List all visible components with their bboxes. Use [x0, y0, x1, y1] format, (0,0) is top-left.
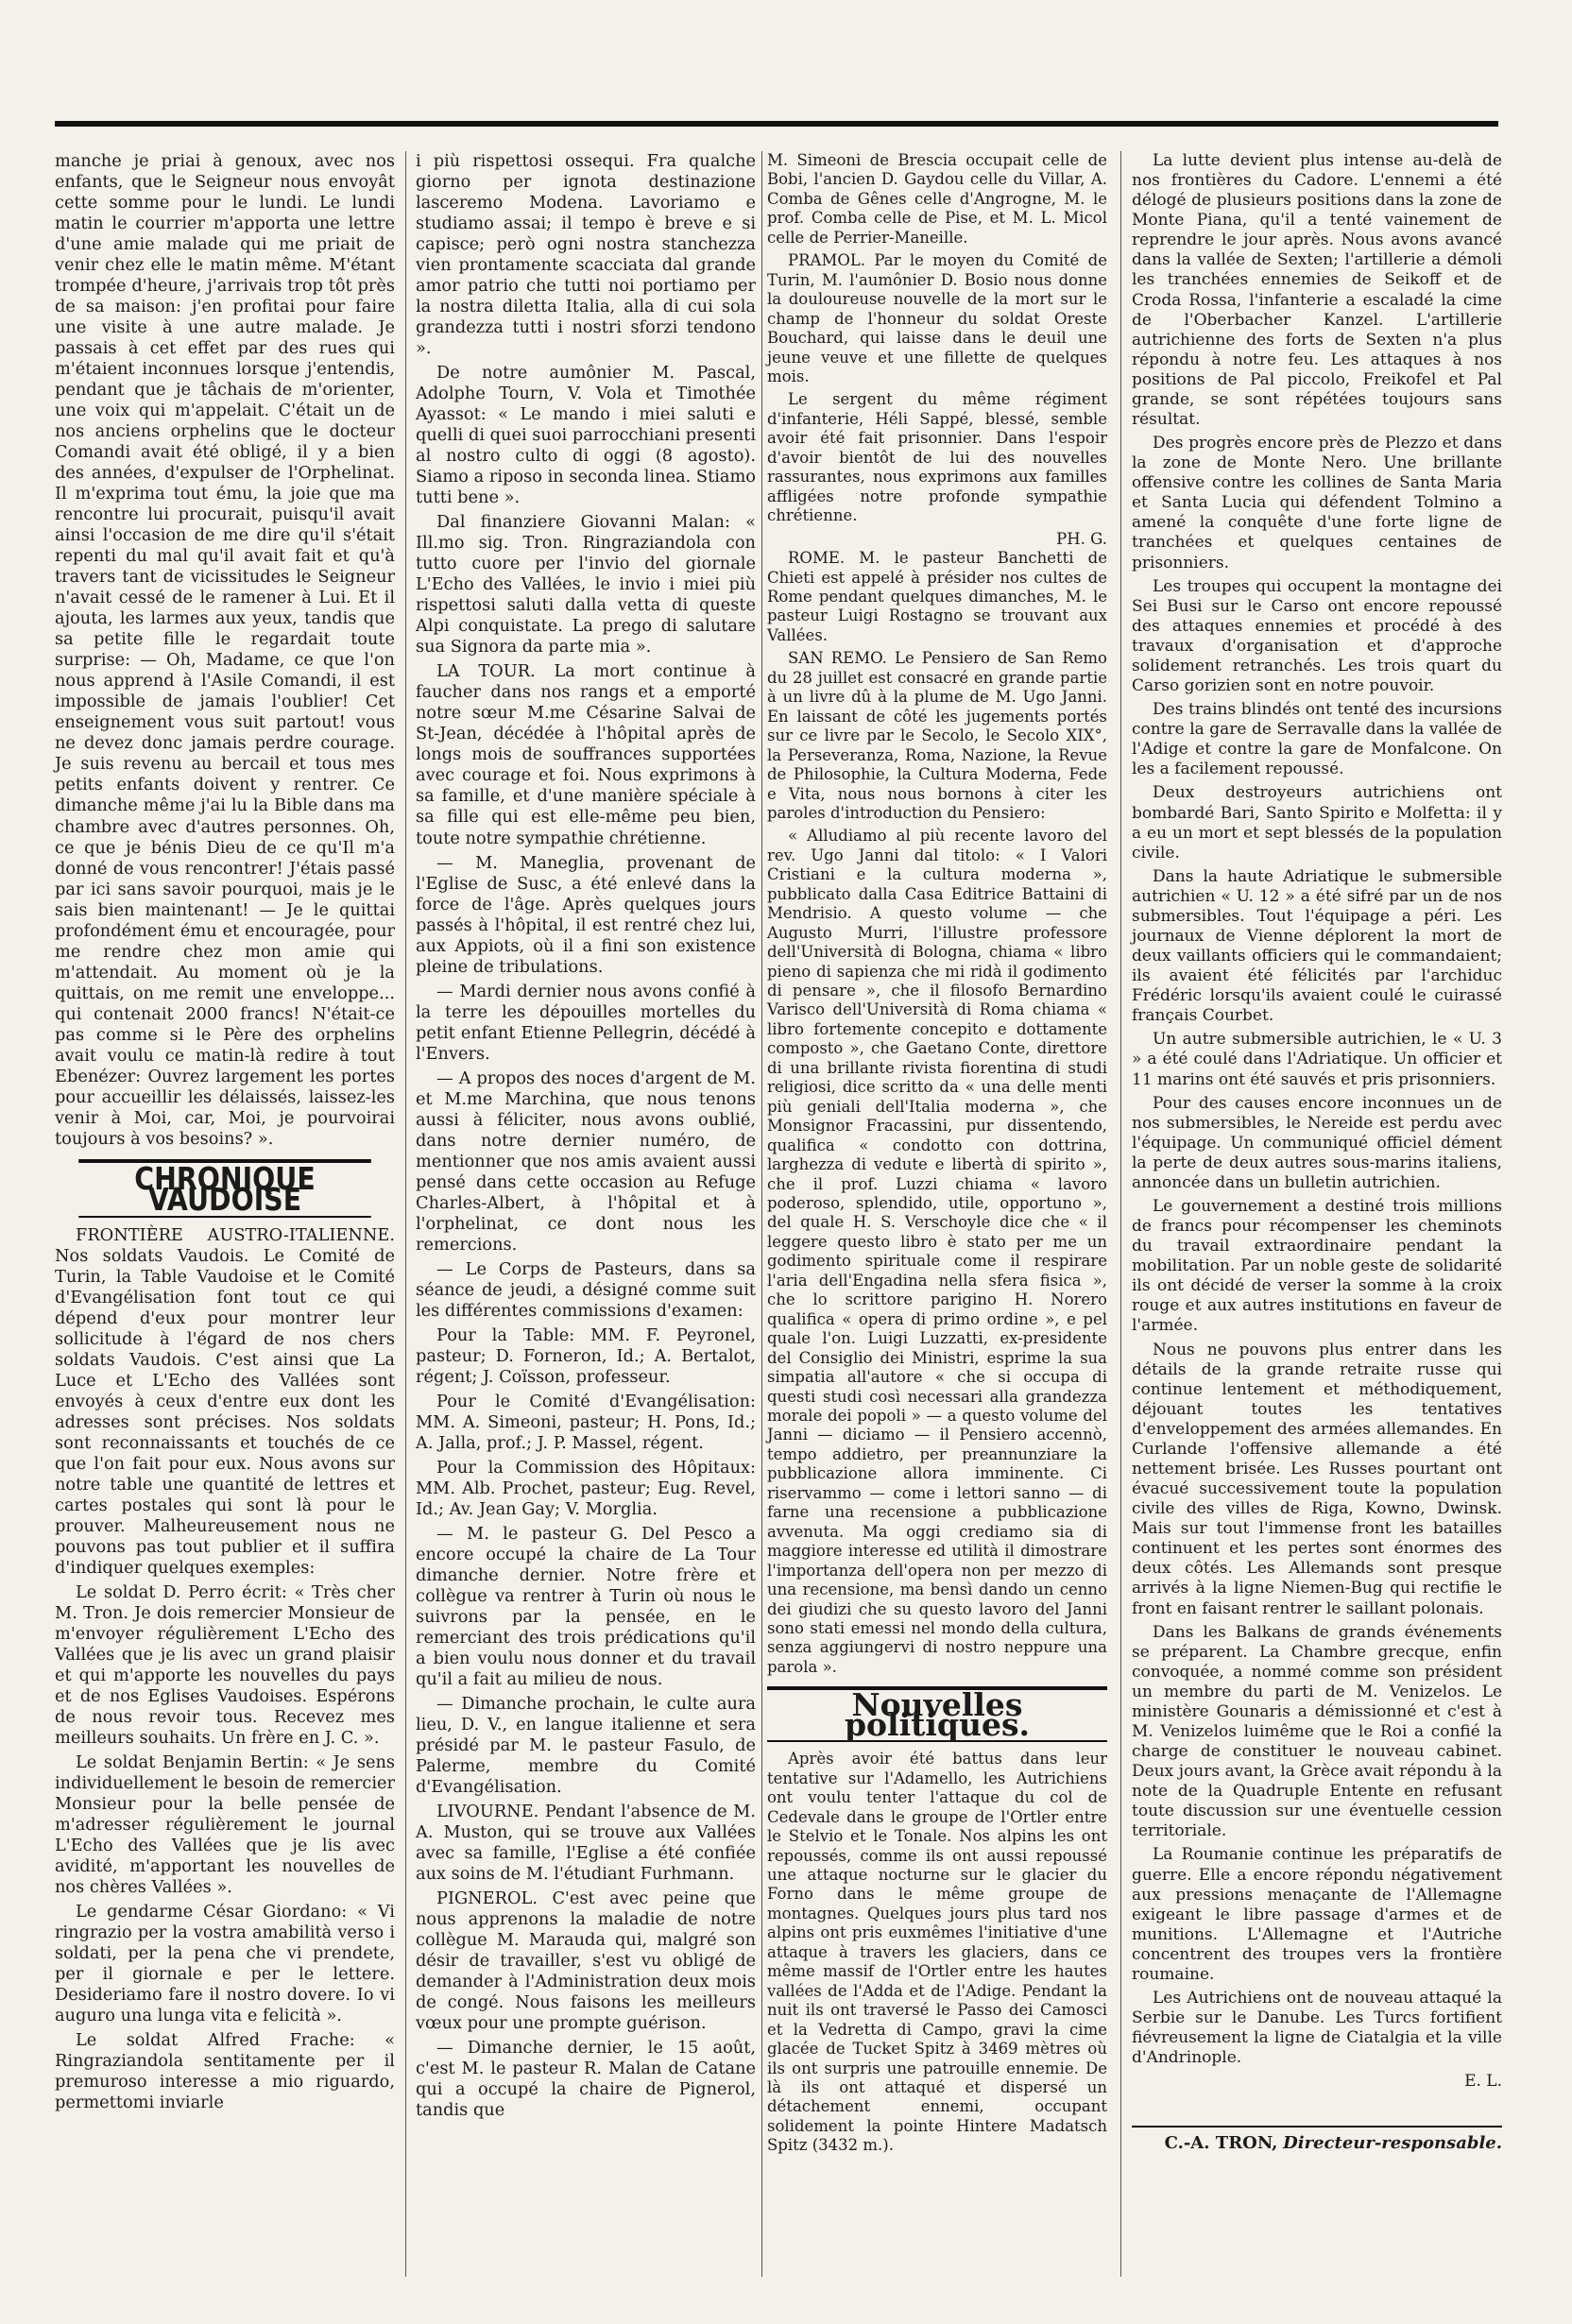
paragraph: Le sergent du même régiment d'infanterie, Héli Sappé, blessé, semble avoir été fait prisonnier. Dans l'espoir d'avoir bientôt de lui des nouvelles rassurantes, nous exprimons aux familles affligées notre profonde sympathie chrétienne. — [767, 390, 1107, 525]
paragraph: Les Autrichiens ont de nouveau attaqué la Serbie sur le Danube. Les Turcs fortifient fiévreusement la ligne de Ciatalgia et la ville d'Andrinople. — [1132, 1989, 1502, 2068]
paragraph: Deux destroyeurs autrichiens ont bombardé Bari, Santo Spirito e Molfetta: il y a eu un mort et sept blessés de la population civile. — [1132, 783, 1502, 863]
director-line — [1132, 2126, 1502, 2153]
paragraph: — Mardi dernier nous avons confié à la terre les dépouilles mortelles du petit enfant Etienne Pellegrin, décédé à l'Envers. — [416, 982, 756, 1064]
paragraph: LIVOURNE. Pendant l'absence de M. A. Muston, qui se trouve aux Vallées avec sa famille, l'Eglise a été confiée aux soins de M. l'étudiant Furhmann. — [416, 1803, 756, 1885]
column-3 — [767, 151, 1107, 2160]
column-divider — [761, 151, 762, 2277]
paragraph: Le soldat Alfred Frache: « Ringraziandola sentitamente per il premuroso interesse a mio riguardo, permettomi inviarle — [55, 2031, 395, 2113]
paragraph: Le soldat Benjamin Bertin: « Je sens individuellement le besoin de remercier Monsieur pour la belle pensée de m'adresser régulièrement le journal L'Echo des Vallées que je lis avec avidité, m'apportant les nouvelles de nos chères Vallées ». — [55, 1753, 395, 1898]
director-title: Directeur-responsable. — [1283, 2133, 1502, 2153]
paragraph: LA TOUR. La mort continue à faucher dans nos rangs et a emporté notre sœur M.me Césarine Salvai de St-Jean, décédée à l'hôpital après de longs mois de souffrances supportées avec courage et foi. Nous exprimons à sa famille, et d'une manière spéciale à sa fille qui est elle-même peu bien, toute notre sympathie chrétienne. — [416, 662, 756, 848]
column-4 — [1132, 151, 1502, 2092]
paragraph: Pour la Commission des Hôpitaux: MM. Alb. Prochet, pasteur; Eug. Revel, Id.; Av. Jean Gay; V. Morglia. — [416, 1458, 756, 1519]
paragraph: — M. le pasteur G. Del Pesco a encore occupé la chaire de La Tour dimanche dernier. Notre frère et collègue va rentrer à Turin où nous le suivrons par la pensée, en le remerciant des trois prédications qu'il a bien voulu nous donner et du travail qu'il a fait au milieu de nous. — [416, 1525, 756, 1690]
paragraph: — Dimanche dernier, le 15 août, c'est M. le pasteur R. Malan de Catane qui a occupé la chaire de Pignerol, tandis que — [416, 2039, 756, 2121]
paragraph: Nous ne pouvons plus entrer dans les détails de la grande retraite russe qui continue lentement et méthodiquement, déjouant toutes les tentatives d'enveloppement des armées allemandes. En Curlande l'offensive allemande a été nettement brisée. Les Russes pourtant ont évacué successivement toute la population civile des villes de Riga, Kowno, Dwinsk. Mais sur tout l'immense front les batailles continuent et les pertes sont énormes des deux côtés. Les Allemands sont presque arrivés à la ligne Niemen-Bug qui rectifie le front en faisant rentrer le saillant polonais. — [1132, 1340, 1502, 1618]
paragraph: — A propos des noces d'argent de M. et M.me Marchina, que nous tenons aussi à féliciter, nous avons oublié, dans notre dernier numéro, de mentionner que nos amis avaient aussi pensé dans cette occasion au Refuge Charles-Albert, à l'hôpital et à l'orphelinat, ce dont nous les remercions. — [416, 1068, 756, 1255]
paragraph: M. Simeoni de Brescia occupait celle de Bobi, l'ancien D. Gaydou celle du Villar, A. Comba de Gênes celle d'Angrogne, M. le prof. Comba celle de Pise, et M. L. Micol celle de Perrier-Maneille. — [767, 151, 1107, 247]
paragraph: ROME. M. le pasteur Banchetti de Chieti est appelé à présider nos cultes de Rome pendant quelques dimanches, M. le pasteur Luigi Rostagno se trouvant aux Vallées. — [767, 549, 1107, 644]
paragraph: PRAMOL. Par le moyen du Comité de Turin, M. l'aumônier D. Bosio nous donne la douloureuse nouvelle de la mort sur le champ de l'honneur du soldat Oreste Bouchard, qui laisse dans le deuil une jeune veuve et une fillette de quelques mois. — [767, 251, 1107, 385]
paragraph: — Le Corps de Pasteurs, dans sa séance de jeudi, a désigné comme suit les différentes commissions d'examen: — [416, 1259, 756, 1321]
paragraph: PIGNEROL. C'est avec peine que nous apprenons la maladie de notre collègue M. Marauda qui, malgré son désir de travailler, s'est vu obligé de demander à l'Administration deux mois de congé. Nous faisons les meilleurs vœux pour une prompte guérison. — [416, 1889, 756, 2034]
paragraph: La Roumanie continue les préparatifs de guerre. Elle a encore répondu négativement aux pressions menaçante de l'Allemagne exigeant le libre passage d'armes et de munitions. L'Allemagne et l'Autriche concentrent des troupes vers la frontière roumaine. — [1132, 1845, 1502, 1984]
paragraph: Dans la haute Adriatique le submersible autrichien « U. 12 » a été sifré par un de nos submersibles. Tout l'équipage a péri. Les journaux de Vienne déplorent la mort de deux vaillants officiers qui le commandaient; ils avaient été félicités par l'archiduc Frédéric lorsqu'ils avaient coulé le cuirassé français Courbet. — [1132, 866, 1502, 1026]
column-2 — [416, 151, 756, 2125]
section-heading-chronique: CHRONIQUE VAUDOISE — [78, 1159, 371, 1218]
paragraph: Le gouvernement a destiné trois millions de francs pour récompenser les cheminots du travail extraordinaire pendant la mobilitation. Par un noble geste de solidarité ils ont décidé de verser la somme à la croix rouge et aux autres institutions en faveur de l'armée. — [1132, 1196, 1502, 1336]
paragraph: manche je priai à genoux, avec nos enfants, que le Seigneur nous envoyât cette somme pour le lundi. Le lundi matin le courrier m'apporta une lettre d'une amie malade qui me priait de venir chez elle le matin même. M'étant trompée d'heure, j'arrivais trop tôt près de sa maison: j'en profitai pour faire une visite à une autre malade. Je passais à cet effet par des rues qui m'étaient inconnues lorsque j'entendis, pendant que je tâchais de m'orienter, une voix qui m'appelait. C'était un de nos anciens orphelins que le docteur Comandi avait été obligé, il y a bien des années, d'expulser de l'Orphelinat. Il m'exprima tout ému, la joie que ma rencontre lui procurait, puisqu'il avait ainsi l'occasion de me dire qu'il s'était repenti du mal qu'il avait fait et qu'à travers tant de vicissitudes le Seigneur n'avait cessé de le ramener à Lui. Et il ajouta, les larmes aux yeux, tandis que sa petite fille le regardait toute surprise: — Oh, Madame, ce que l'on nous apprend à l'Asile Comandi, il est impossible de jamais l'oublier! Cet enseignement vous suit partout! vous ne devez donc jamais perdre courage. Je suis revenu au bercail et tous mes petits enfants doivent y rentrer. Ce dimanche même j'ai lu la Bible dans ma chambre avec d'autres personnes. Oh, ce que je bénis Dieu de ce qu'Il m'a donné de vous rencontrer! J'étais passé par ici sans savoir pourquoi, mais je le sais bien maintenant! — Je le quittai profondément ému et encouragée, pour me rendre chez mon amie qui m'attendait. Au moment où je la quittais, on me remit une enveloppe... qui contenait 2000 francs! N'était-ce pas comme si le Père des orphelins avait voulu ce matin-là redire à tout Ebenézer: Ouvrez largement les portes pour accueillir les délaissés, laissez-les venir à Moi, car, Moi, je pourvoirai toujours à vos besoins? ». — [55, 152, 395, 1149]
column-divider — [405, 151, 406, 2277]
paragraph: — Dimanche prochain, le culte aura lieu, D. V., en langue italienne et sera présidé par M. le pasteur Fasulo, de Palerme, membre du Comité d'Evangélisation. — [416, 1695, 756, 1798]
director-name: C.-A. TRON, — [1164, 2133, 1278, 2153]
paragraph: Des progrès encore près de Plezzo et dans la zone de Monte Nero. Une brillante offensive contre les collines de Santa Maria et Santa Lucia qui défendent Tolmino a amené la conquête d'une forte ligne de tranchées et quelques centaines de prisonniers. — [1132, 434, 1502, 572]
paragraph: Des trains blindés ont tenté des incursions contre la gare de Serravalle dans la vallée de l'Adige et contre la gare de Monfalcone. On les a facilement repoussé. — [1132, 700, 1502, 779]
paragraph: « Alludiamo al più recente lavoro del rev. Ugo Janni dal titolo: « I Valori Cristiani e la cultura moderna », pubblicato dalla Casa Editrice Battaini di Mendrisio. A questo volume — che Augusto Murri, l'illustre professore dell'Università di Bologna, chiama « libro pieno di sapienza che mi ridà il godimento di pensare », che il filosofo Bernardino Varisco dell'Università di Roma chiama « libro fortemente concepito e dottamente composto », che Gaetano Conte, direttore di una brillante rivista fiorentina di studi religiosi, dice scritto da « una delle menti più geniali dell'Italia moderna », che Monsignor Fracassini, pur dissentendo, qualifica « condotto con dottrina, larghezza di vedute e libertà di spirito », che il prof. Luzzi chiama « lavoro poderoso, splendido, utile, opportuno », del quale H. S. Verschoyle dice che « il leggere questo libro è stato per me un godimento spirituale come il respirare l'aria dell'Engadina nella sfera fisica », che lo scrittore parigino H. Norero qualifica « opera di primo ordine », e pel quale l'on. Luigi Luzzatti, ex-presidente del Consiglio dei Ministri, esprime la sua simpatia all'autore « che si occupa di questi studi così necessari alla grandezza morale dei popoli » — a questo volume del Janni — diciamo — il Pensiero accennò, tempo addietro, per preannunziare la pubblicazione allora imminente. Ci riservammo — come i lettori sanno — di farne una recensione a pubblicazione avvenuta. Ma oggi crediamo sia di maggiore interesse ed utilità il dimostrare l'importanza dell'opera non per mezzo di una recensione, ma bensì dando un cenno dei giudizi che su questo lavoro del Janni sono stati emessi nel mondo della cultura, senza aggiungervi di nostro neppure una parola ». — [767, 827, 1107, 1676]
paragraph: Les troupes qui occupent la montagne dei Sei Busi sur le Carso ont encore repoussé des attaques ennemies et procédé à des travaux d'organisation et d'approche solidement retranchés. Les trois quart du Carso gorizien sont en notre pouvoir. — [1132, 576, 1502, 696]
signature: PH. G. — [1056, 529, 1107, 548]
paragraph: La lutte devient plus intense au-delà de nos frontières du Cadore. L'ennemi a été délogé de plusieurs positions dans la zone de Monte Piana, qu'il a tenté vainement de reprendre le jour après. Nous avons avancé dans la vallée de Sexten; l'artillerie a démoli les tranchées ennemies de Seikoff et de Croda Rossa, l'infanterie a escaladé la cime de l'Oberbacher Kanzel. L'artillerie autrichienne des forts de Sexten n'a plus répondu à notre feu. Les attaques à nos positions de Pal piccolo, Freikofel et Pal grande, se sont répétées toujours sans résultat. — [1132, 151, 1502, 430]
paragraph: Après avoir été battus dans leur tentative sur l'Adamello, les Autrichiens ont voulu tenter l'attaque du col de Cedevale dans le groupe de l'Ortler entre le Stelvio et le Tonale. Nos alpins les ont repoussés, comme ils ont aussi repoussé une attaque nocturne sur le glacier du Forno dans le même groupe de montagnes. Quelques jours plus tard nos alpins ont pris euxmêmes l'initiative d'une attaque à travers les glaciers, dans ce même massif de l'Ortler entre les hautes vallées de l'Adda et de l'Adige. Pendant la nuit ils ont traversé le Passo dei Camosci et la Vedretta di Campo, gravi la cime glacée de Tucket Spitz à 3469 mètres où ils ont surpris une patrouille ennemie. De là ils ont attaqué et dispersé un détachement ennemi, occupant solidement la pointe Hintere Madatsch Spitz (3432 m.). — [767, 1750, 1107, 2155]
paragraph: Pour le Comité d'Evangélisation: MM. A. Simeoni, pasteur; H. Pons, Id.; A. Jalla, prof.; J. P. Massel, régent. — [416, 1392, 756, 1453]
paragraph: De notre aumônier M. Pascal, Adolphe Tourn, V. Vola et Timothée Ayassot: « Le mando i miei saluti e quelli di quei suoi parrocchiani presenti al nostro culto di oggi (8 agosto). Siamo a riposo in seconda linea. Stiamo tutti bene ». — [416, 364, 756, 508]
paragraph: Pour des causes encore inconnues un de nos submersibles, le Nereide est perdu avec l'équipage. Un communiqué officiel dément la perte de deux autres sous-marins italiens, annoncée dans un bulletin autrichien. — [1132, 1093, 1502, 1192]
paragraph: Le gendarme César Giordano: « Vi ringrazio per la vostra amabilità verso i soldati, per la pena che vi prendete, per il giornale e per le lettere. Desideriamo fare il nostro dovere. Io vi auguro una lunga vita e felicità ». — [55, 1903, 395, 2026]
paragraph: FRONTIÈRE AUSTRO-ITALIENNE. Nos soldats Vaudois. Le Comité de Turin, la Table Vaudoise et le Comité d'Evangélisation font tout ce qui dépend d'eux pour montrer leur sollicitude à l'égard de nos chers soldats Vaudois. C'est ainsi que La Luce et L'Echo des Vallées sont envoyés à ceux d'entre eux dont les adresses sont précises. Nos soldats sont reconnaissants et touchés de ce que l'on fait pour eux. Nous avons sur notre table une quantité de lettres et cartes postales qui sont là pour le prouver. Malheureusement nous ne pouvons pas tout publier et il suffira d'indiquer quelques exemples: — [55, 1225, 395, 1579]
paragraph: i più rispettosi ossequi. Fra qualche giorno per ignota destinazione lasceremo Modena. Lavoriamo e studiamo assai; il tempo è breve e si capisce; però ogni nostra stanchezza vien prontamente scacciata dal grande amor patrio che tutti noi portiamo per la nostra diletta Italia, alla di cui sola grandezza tutti i nostri sforzi tendono ». — [416, 152, 756, 359]
top-rule — [55, 121, 1498, 127]
paragraph: — M. Maneglia, provenant de l'Eglise de Susc, a été enlevé dans la force de l'âge. Après quelques jours passés à l'hôpital, il est rentré chez lui, aux Appiots, où il a fini son existence pleine de tribulations. — [416, 853, 756, 977]
signature: E. L. — [1464, 2072, 1502, 2092]
paragraph: Pour la Table: MM. F. Peyronel, pasteur; D. Forneron, Id.; A. Bertalot, régent; J. Coïsson, professeur. — [416, 1325, 756, 1387]
paragraph: SAN REMO. Le Pensiero de San Remo du 28 juillet est consacré en grande partie à un livre dû à la plume de M. Ugo Janni. En laissant de côté les jugements portés sur ce livre par le Secolo, le Secolo XIX°, la Perseveranza, Roma, Nazione, la Revue de Philosophie, la Cultura Moderna, Fede e Vita, nous nous bornons à citer les paroles d'introduction du Pensiero: — [767, 649, 1107, 822]
column-1 — [55, 151, 395, 2117]
paragraph: Le soldat D. Perro écrit: « Très cher M. Tron. Je dois remercier Monsieur de m'envoyer régulièrement L'Echo des Vallées que je lis avec un grand plaisir et qui m'apporte les nouvelles du pays et de nos Eglises Vaudoises. Espérons de nous revoir tous. Recevez mes meilleurs souhaits. Un frère en J. C. ». — [55, 1583, 395, 1749]
paragraph: Un autre submersible autrichien, le « U. 3 » a été coulé dans l'Adriatique. Un officier et 11 marins ont été sauvés et pris prisonniers. — [1132, 1030, 1502, 1089]
section-heading-politiques: Nouvelles politiques. — [767, 1686, 1107, 1742]
paragraph: Dans les Balkans de grands événements se préparent. La Chambre grecque, enfin convoquée, a nommé comme son président un membre du parti de M. Venizelos. Le ministère Gounaris a démissionné et c'est à M. Venizelos luimême que le Roi a confié la charge de constituer le nouveau cabinet. Deux jours avant, la Grèce avait répondu à la note de la Quadruple Entente en refusant toute discussion sur une éventuelle cession territoriale. — [1132, 1622, 1502, 1841]
paragraph: Dal finanziere Giovanni Malan: « Ill.mo sig. Tron. Ringraziandola con tutto cuore per l'invio del giornale L'Echo des Vallées, le invio i miei più rispettosi saluti dalla vetta di queste Alpi conquistate. La prego di salutare sua Signora da parte mia ». — [416, 513, 756, 658]
column-divider — [1120, 151, 1121, 2277]
